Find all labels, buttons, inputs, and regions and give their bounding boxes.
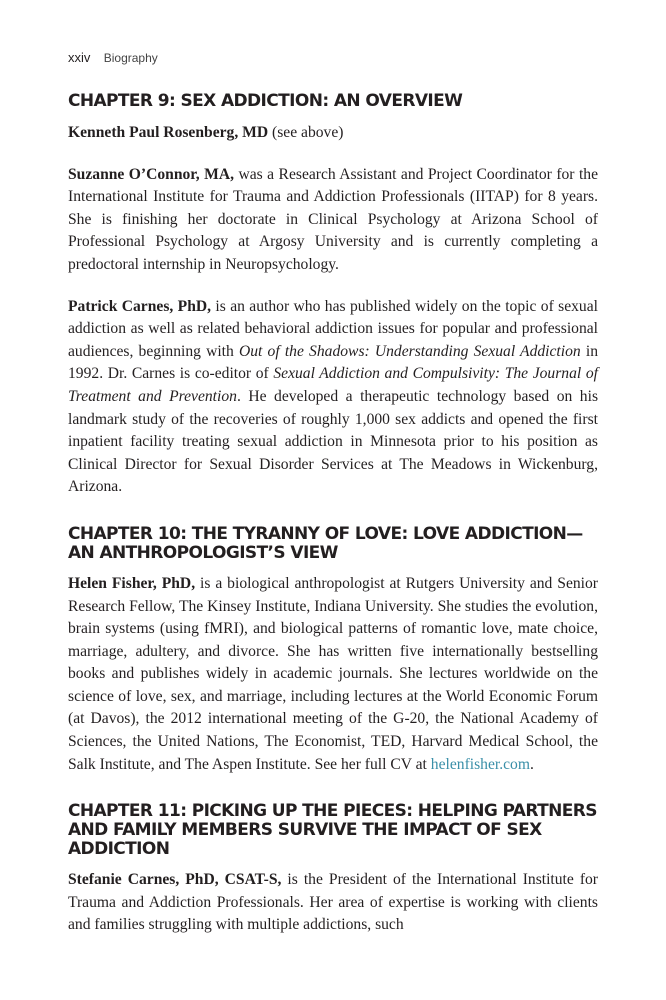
bio-text: was a Research Assistant and Project Coordinator for the International Institute for Trauma and Addiction Professionals (IITAP) for 8 years. She is finishing her doctorate in Clinical Psychology at Arizona School of Professional Psychology at Argosy University and is currently completing a predoctoral internship in Neuropsychology. [68,165,599,273]
chapter-heading: CHAPTER 9: SEX ADDICTION: AN OVERVIEW [68,91,463,111]
bio-text: in 1992. Dr. Carnes is co-editor of [68,342,599,383]
chapter-heading: CHAPTER 10: THE TYRANNY OF LOVE: LOVE ADDICTION—AN ANTHROPOLOGIST’S VIEW [68,523,583,563]
author-name: Suzanne O’Connor, MA, [68,165,235,183]
chapter-9-section [68,92,598,499]
journal-title: Sexual Addiction and Compulsivity: The Journal of Treatment and Prevention [68,365,598,405]
chapter-heading: CHAPTER 11: PICKING UP THE PIECES: HELPING PARTNERS AND FAMILY MEMBERS SURVIVE THE IMPACT OF SEX ADDICTION [68,801,597,860]
chapter-10-section [68,525,598,776]
bio-entry [68,164,598,277]
author-name: Patrick Carnes, PhD, [68,297,212,315]
bio-text: . He developed a therapeutic technology based on his landmark study of the recoveries of roughly 1,000 sex addicts and opened the first inpatient facility treating sexual addiction in Minnesota prior to his position as Clinical Director for Sexual Disorder Services at The Meadows in Wickenburg, Arizona. [68,387,599,496]
bio-entry [68,122,598,145]
bio-text: is an author who has published widely on the topic of sexual addiction as well as related behavioral addiction issues for popular and professional audiences, beginning with [68,297,598,360]
author-name: Helen Fisher, PhD, [68,574,196,592]
running-head: Biography [103,51,158,65]
bio-entry [68,573,598,776]
book-title: Out of the Shadows: Understanding Sexual Addiction [238,342,581,360]
author-name: Kenneth Paul Rosenberg, MD [68,124,269,141]
author-name: Stefanie Carnes, PhD, CSAT-S, [68,871,282,889]
page-body [68,92,598,963]
bio-entry [68,296,598,499]
bio-text: is the President of the International Institute for Trauma and Addiction Professionals. Her area of expertise is working with clients and families struggling with multiple addictions, such [68,871,599,934]
page-number: xxiv [68,50,91,65]
bio-text-end: . [529,755,534,773]
chapter-11-section [68,802,598,937]
bio-text: (see above) [268,124,344,141]
bio-entry [68,869,598,937]
page-header [68,50,158,65]
bio-text: is a biological anthropologist at Rutgers University and Senior Research Fellow, The Kinsey Institute, Indiana University. She studies the evolution, brain systems (using fMRI), and biological patterns of romantic love, mate choice, marriage, adultery, and divorce. She has written five internationally bestselling books and publishes widely in academic journals. She lectures worldwide on the science of love, sex, and marriage, including lectures at the World Economic Forum (at Davos), the 2012 international meeting of the G-20, the National Academy of Sciences, the United Nations, The Economist, TED, Harvard Medical School, the Salk Institute, and The Aspen Institute. See her full CV at [68,574,598,773]
website-link[interactable]: helenfisher.com [430,755,530,773]
